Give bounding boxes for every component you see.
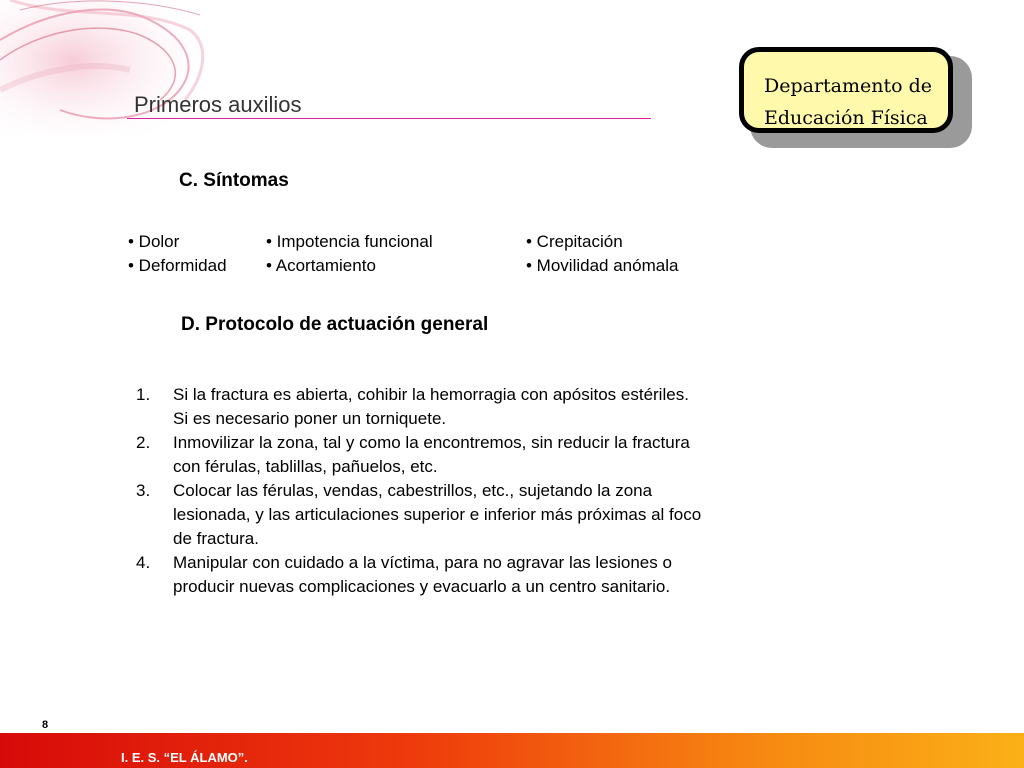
symptom-item: • Crepitación — [526, 232, 623, 251]
protocol-heading: D. Protocolo de actuación general — [181, 314, 489, 335]
step-line: lesionada, y las articulaciones superior e inferior más próximas al foco — [173, 505, 702, 524]
symptoms-column-3 — [526, 230, 678, 278]
department-badge — [739, 47, 953, 133]
step-number: 2. — [136, 433, 151, 452]
page-number: 8 — [42, 719, 49, 731]
symptoms-column-2 — [266, 230, 433, 278]
footer-school-name: I. E. S. “EL ÁLAMO”. — [121, 750, 248, 765]
step-number: 1. — [136, 385, 151, 404]
step-line: con férulas, tablillas, pañuelos, etc. — [173, 457, 438, 476]
step-line: Colocar las férulas, vendas, cabestrillos, etc., sujetando la zona — [173, 481, 653, 500]
title-underline — [127, 118, 651, 119]
protocol-step — [136, 383, 816, 431]
symptoms-heading: C. Síntomas — [179, 170, 289, 191]
protocol-steps-list — [136, 383, 816, 599]
step-line: de fractura. — [173, 529, 259, 548]
slide-title: Primeros auxilios — [134, 92, 302, 117]
step-line: producir nuevas complicaciones y evacuarlo a un centro sanitario. — [173, 577, 671, 596]
step-line: Inmovilizar la zona, tal y como la encontremos, sin reducir la fractura — [173, 433, 690, 452]
step-number: 3. — [136, 481, 151, 500]
protocol-step — [136, 551, 816, 599]
step-line: Si la fractura es abierta, cohibir la hemorragia con apósitos estériles. — [173, 385, 689, 404]
symptom-item: • Deformidad — [128, 256, 227, 275]
step-line: Si es necesario poner un torniquete. — [173, 409, 447, 428]
step-line: Manipular con cuidado a la víctima, para no agravar las lesiones o — [173, 553, 672, 572]
symptom-item: • Acortamiento — [266, 256, 376, 275]
symptom-item: • Movilidad anómala — [526, 256, 679, 275]
symptoms-column-1 — [128, 230, 227, 278]
protocol-step — [136, 479, 816, 551]
symptom-item: • Impotencia funcional — [266, 232, 433, 251]
department-line-2: Educación Física — [764, 107, 928, 129]
department-line-1: Departamento de — [764, 75, 933, 97]
protocol-step — [136, 431, 816, 479]
symptom-item: • Dolor — [128, 232, 180, 251]
step-number: 4. — [136, 553, 151, 572]
